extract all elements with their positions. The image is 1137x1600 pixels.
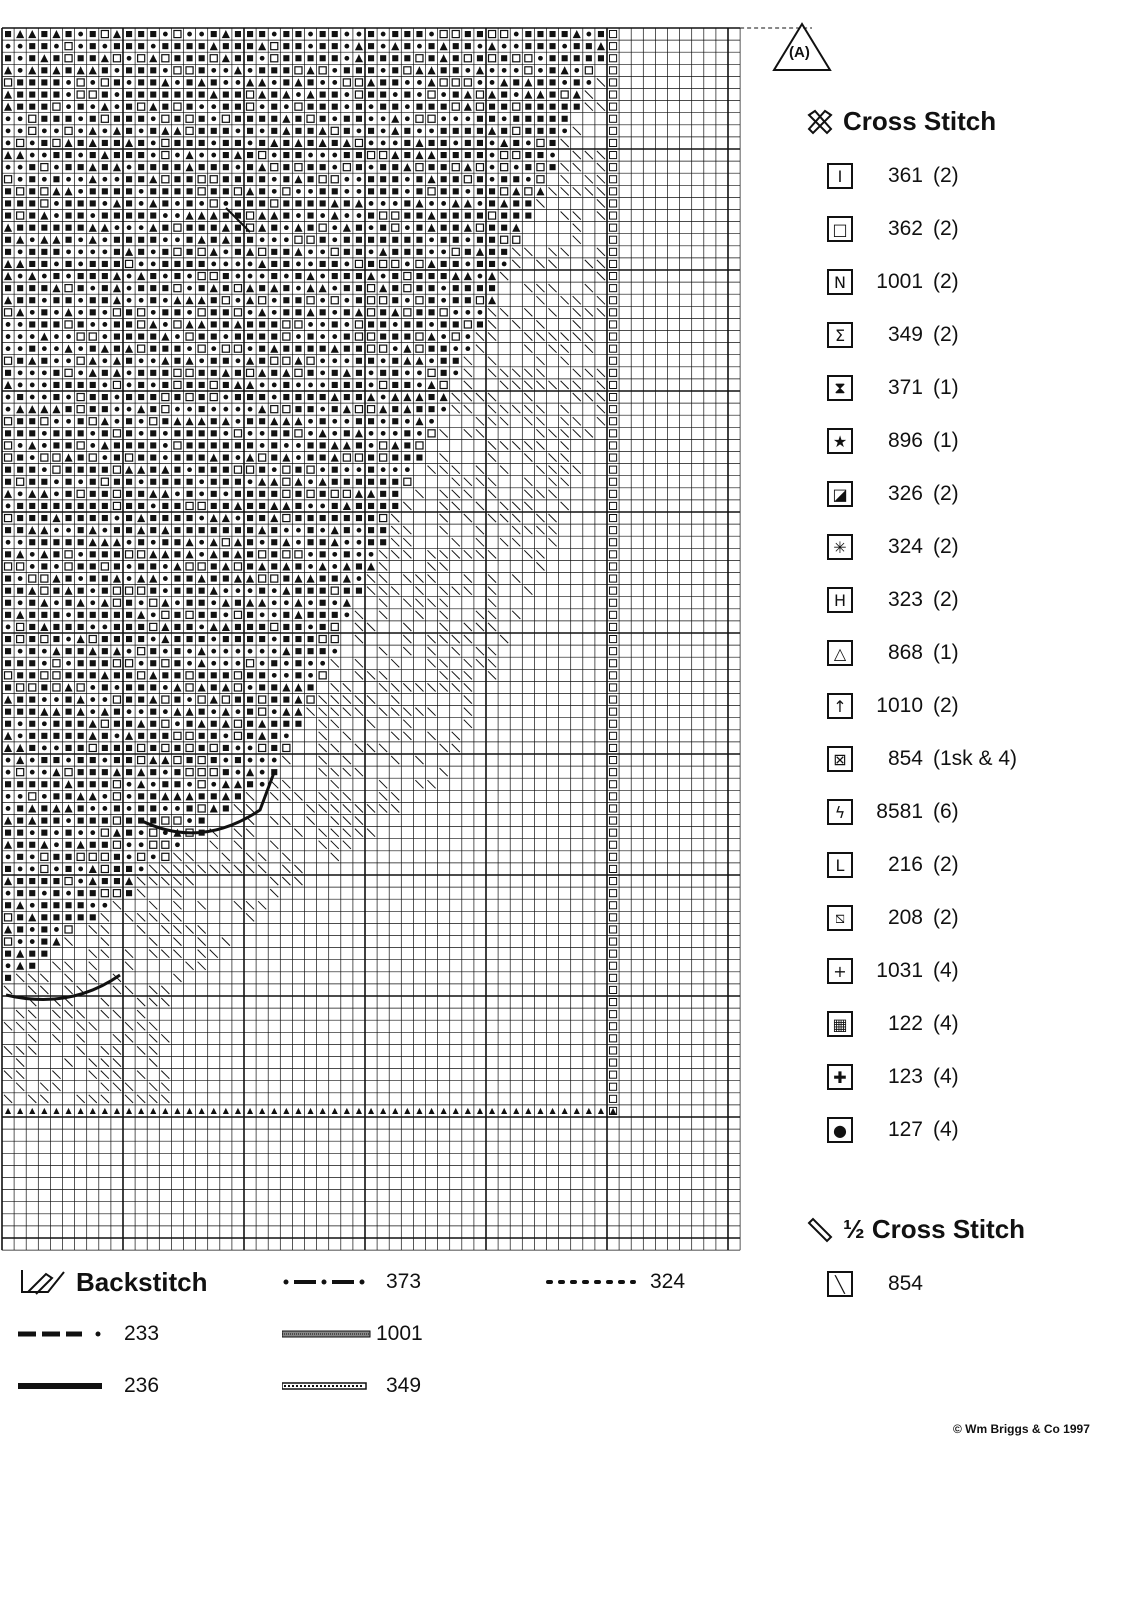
filled-dot-symbol-icon: ● [827, 1117, 853, 1143]
sigma-symbol-icon: Σ [827, 322, 853, 348]
strand-count: (6) [933, 800, 959, 823]
strand-count: (1sk & 4) [933, 747, 1018, 770]
strand-count: (4) [933, 1118, 959, 1141]
half-stitch-key-row [827, 1270, 923, 1298]
key-row [827, 533, 959, 561]
floss-code: 349 [887, 323, 923, 346]
floss-code: 1010 [876, 694, 923, 717]
strand-count: (2) [933, 853, 959, 876]
floss-code: 122 [887, 1012, 923, 1035]
key-row [827, 798, 959, 826]
open-square-symbol-icon: □ [827, 216, 853, 242]
floss-code: 361 [887, 164, 923, 187]
floss-code: 127 [887, 1118, 923, 1141]
key-row [827, 374, 959, 402]
key-row [827, 215, 959, 243]
key-row [827, 904, 959, 932]
strand-count: (2) [933, 906, 959, 929]
strand-count: (4) [933, 959, 959, 982]
half-stitch-code: 854 [887, 1272, 923, 1295]
corner-marker [772, 22, 832, 74]
backstitch-code: 236 [124, 1374, 160, 1397]
boxed-slash-symbol-icon: ⧅ [827, 905, 853, 931]
half-stitch-icon [805, 1215, 835, 1245]
letter-n-symbol-icon: N [827, 269, 853, 295]
floss-code: 208 [887, 906, 923, 929]
strand-count: (1) [933, 641, 959, 664]
key-row [827, 745, 1017, 773]
strand-count: (2) [933, 164, 959, 187]
floss-code: 323 [887, 588, 923, 611]
cross-stitch-title: Cross Stitch [843, 106, 997, 136]
key-row [827, 639, 959, 667]
floss-code: 8581 [876, 800, 923, 823]
backstitch-heading [18, 1266, 208, 1298]
key-row [827, 1063, 959, 1091]
up-arrow-symbol-icon: ↑ [827, 693, 853, 719]
needle-icon [18, 1266, 68, 1298]
key-row [827, 1010, 959, 1038]
key-row [827, 162, 959, 190]
solid-line-icon [18, 1380, 108, 1392]
strand-count: (1) [933, 376, 959, 399]
key-row [827, 268, 959, 296]
copyright: © Wm Briggs & Co 1997 [953, 1422, 1090, 1436]
boxed-x-symbol-icon: ⊠ [827, 746, 853, 772]
strand-count: (2) [933, 535, 959, 558]
backstitch-code: 233 [124, 1322, 160, 1345]
floss-code: 123 [887, 1065, 923, 1088]
hourglass-symbol-icon: ⧗ [827, 375, 853, 401]
strand-count: (1) [933, 429, 959, 452]
strand-count: (2) [933, 217, 959, 240]
textured-line-icon [282, 1328, 372, 1340]
backstitch-1001 [282, 1322, 423, 1346]
floss-code: 371 [887, 376, 923, 399]
floss-code: 854 [887, 747, 923, 770]
floss-code: 324 [887, 535, 923, 558]
cross-stitch-heading [805, 106, 996, 137]
key-row [827, 586, 959, 614]
floss-code: 362 [887, 217, 923, 240]
key-row [827, 427, 959, 455]
backstitch-code: 349 [386, 1374, 422, 1397]
key-row [827, 480, 959, 508]
long-dash-dot-line-icon [282, 1276, 368, 1288]
lightning-symbol-icon: ϟ [827, 799, 853, 825]
dash-dot-line-icon [18, 1328, 108, 1340]
I-beam-symbol-icon: I [827, 163, 853, 189]
backslash-symbol-icon: ╲ [827, 1271, 853, 1297]
floss-code: 1031 [876, 959, 923, 982]
backstitch-373 [282, 1270, 421, 1294]
star-symbol-icon: ★ [827, 428, 853, 454]
strand-count: (4) [933, 1065, 959, 1088]
strand-count: (2) [933, 588, 959, 611]
backstitch-title: Backstitch [76, 1266, 208, 1297]
cross-stitch-icon [805, 107, 835, 137]
key-row [827, 957, 959, 985]
key-row [827, 692, 959, 720]
floss-code: 896 [887, 429, 923, 452]
backstitch-code: 1001 [376, 1322, 423, 1345]
strand-count: (2) [933, 270, 959, 293]
floss-code: 216 [887, 853, 923, 876]
strand-count: (2) [933, 694, 959, 717]
triangle-symbol-icon: △ [827, 640, 853, 666]
corner-square-symbol-icon: ◪ [827, 481, 853, 507]
key-row [827, 1116, 959, 1144]
strand-count: (4) [933, 1012, 959, 1035]
backstitch-code: 324 [650, 1270, 686, 1293]
letter-l-symbol-icon: L [827, 852, 853, 878]
letter-h-symbol-icon: H [827, 587, 853, 613]
floss-code: 326 [887, 482, 923, 505]
half-cross-stitch-heading [805, 1214, 1025, 1245]
floss-code: 1001 [876, 270, 923, 293]
key-row [827, 321, 959, 349]
backstitch-code: 373 [386, 1270, 422, 1293]
strand-count: (2) [933, 482, 959, 505]
plus-symbol-icon: + [827, 958, 853, 984]
backstitch-349 [282, 1374, 421, 1398]
filled-cross-symbol-icon: ✚ [827, 1064, 853, 1090]
hatched-line-icon [282, 1380, 370, 1392]
key-row [827, 851, 959, 879]
backstitch-233 [18, 1322, 159, 1346]
half-cross-stitch-title: ½ Cross Stitch [843, 1214, 1026, 1244]
dotted-line-icon [546, 1276, 636, 1288]
strand-count: (2) [933, 323, 959, 346]
backstitch-324 [546, 1270, 685, 1294]
backstitch-236 [18, 1374, 159, 1398]
corner-label: (A) [789, 44, 810, 61]
filled-grid-symbol-icon: ▦ [827, 1011, 853, 1037]
floss-code: 868 [887, 641, 923, 664]
asterisk-symbol-icon: ✳ [827, 534, 853, 560]
